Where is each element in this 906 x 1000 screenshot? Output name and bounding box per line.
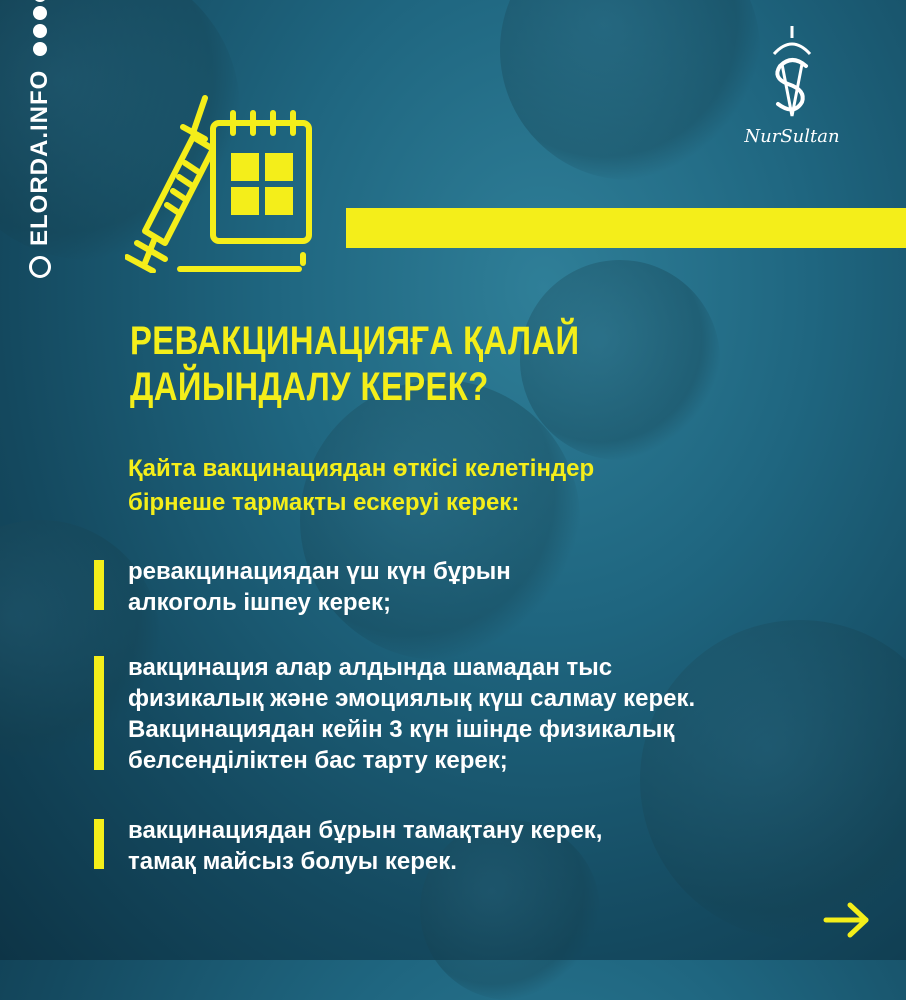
bullet-text	[128, 556, 511, 618]
facebook-icon	[33, 0, 47, 2]
bullet-line: физикалық және эмоциялық күш салмау керек.	[128, 685, 696, 712]
headline-line-2: ДАЙЫНДАЛУ КЕРЕК?	[130, 365, 489, 409]
headline-line-1: РЕВАКЦИНАЦИЯҒА ҚАЛАЙ	[130, 319, 580, 363]
bullet-line: алкоголь ішпеу керек;	[128, 589, 391, 616]
intro-text	[128, 452, 594, 520]
instagram-icon	[33, 42, 47, 56]
bullet-marker	[94, 656, 104, 770]
telegram-icon	[33, 24, 47, 38]
bullet-line: вакцинация алар алдында шамадан тыс	[128, 654, 613, 681]
headline	[130, 318, 580, 410]
bullet-marker	[94, 819, 104, 869]
brand-vertical-logo	[14, 28, 64, 278]
bullet-line: Вакцинациядан кейін 3 күн ішінде физикалық	[128, 716, 675, 743]
intro-line-1: Қайта вакцинациядан өткісі келетіндер	[128, 455, 595, 482]
syringe-calendar-icon	[125, 93, 320, 273]
bullet-line: тамақ майсыз болуы керек.	[128, 848, 457, 875]
nur-sultan-emblem-icon	[722, 24, 862, 124]
elorda-logo-icon	[29, 256, 51, 278]
city-logo-text: NurSultan	[744, 126, 840, 147]
bullet-marker	[94, 560, 104, 610]
bullet-text	[128, 652, 695, 776]
brand-name: ELORDA.INFO	[26, 69, 53, 246]
arrow-right-icon[interactable]	[822, 900, 874, 940]
bullet-line: вакцинациядан бұрын тамақтану керек,	[128, 817, 603, 844]
youtube-icon	[33, 6, 47, 20]
bullet-line: белсенділіктен бас тарту керек;	[128, 747, 508, 774]
bullet-line: ревакцинациядан үш күн бұрын	[128, 558, 511, 585]
accent-stripe	[346, 208, 906, 248]
bullet-text	[128, 815, 602, 877]
intro-line-2: бірнеше тармақты ескеруі керек:	[128, 489, 520, 516]
nur-sultan-logo	[722, 24, 862, 159]
